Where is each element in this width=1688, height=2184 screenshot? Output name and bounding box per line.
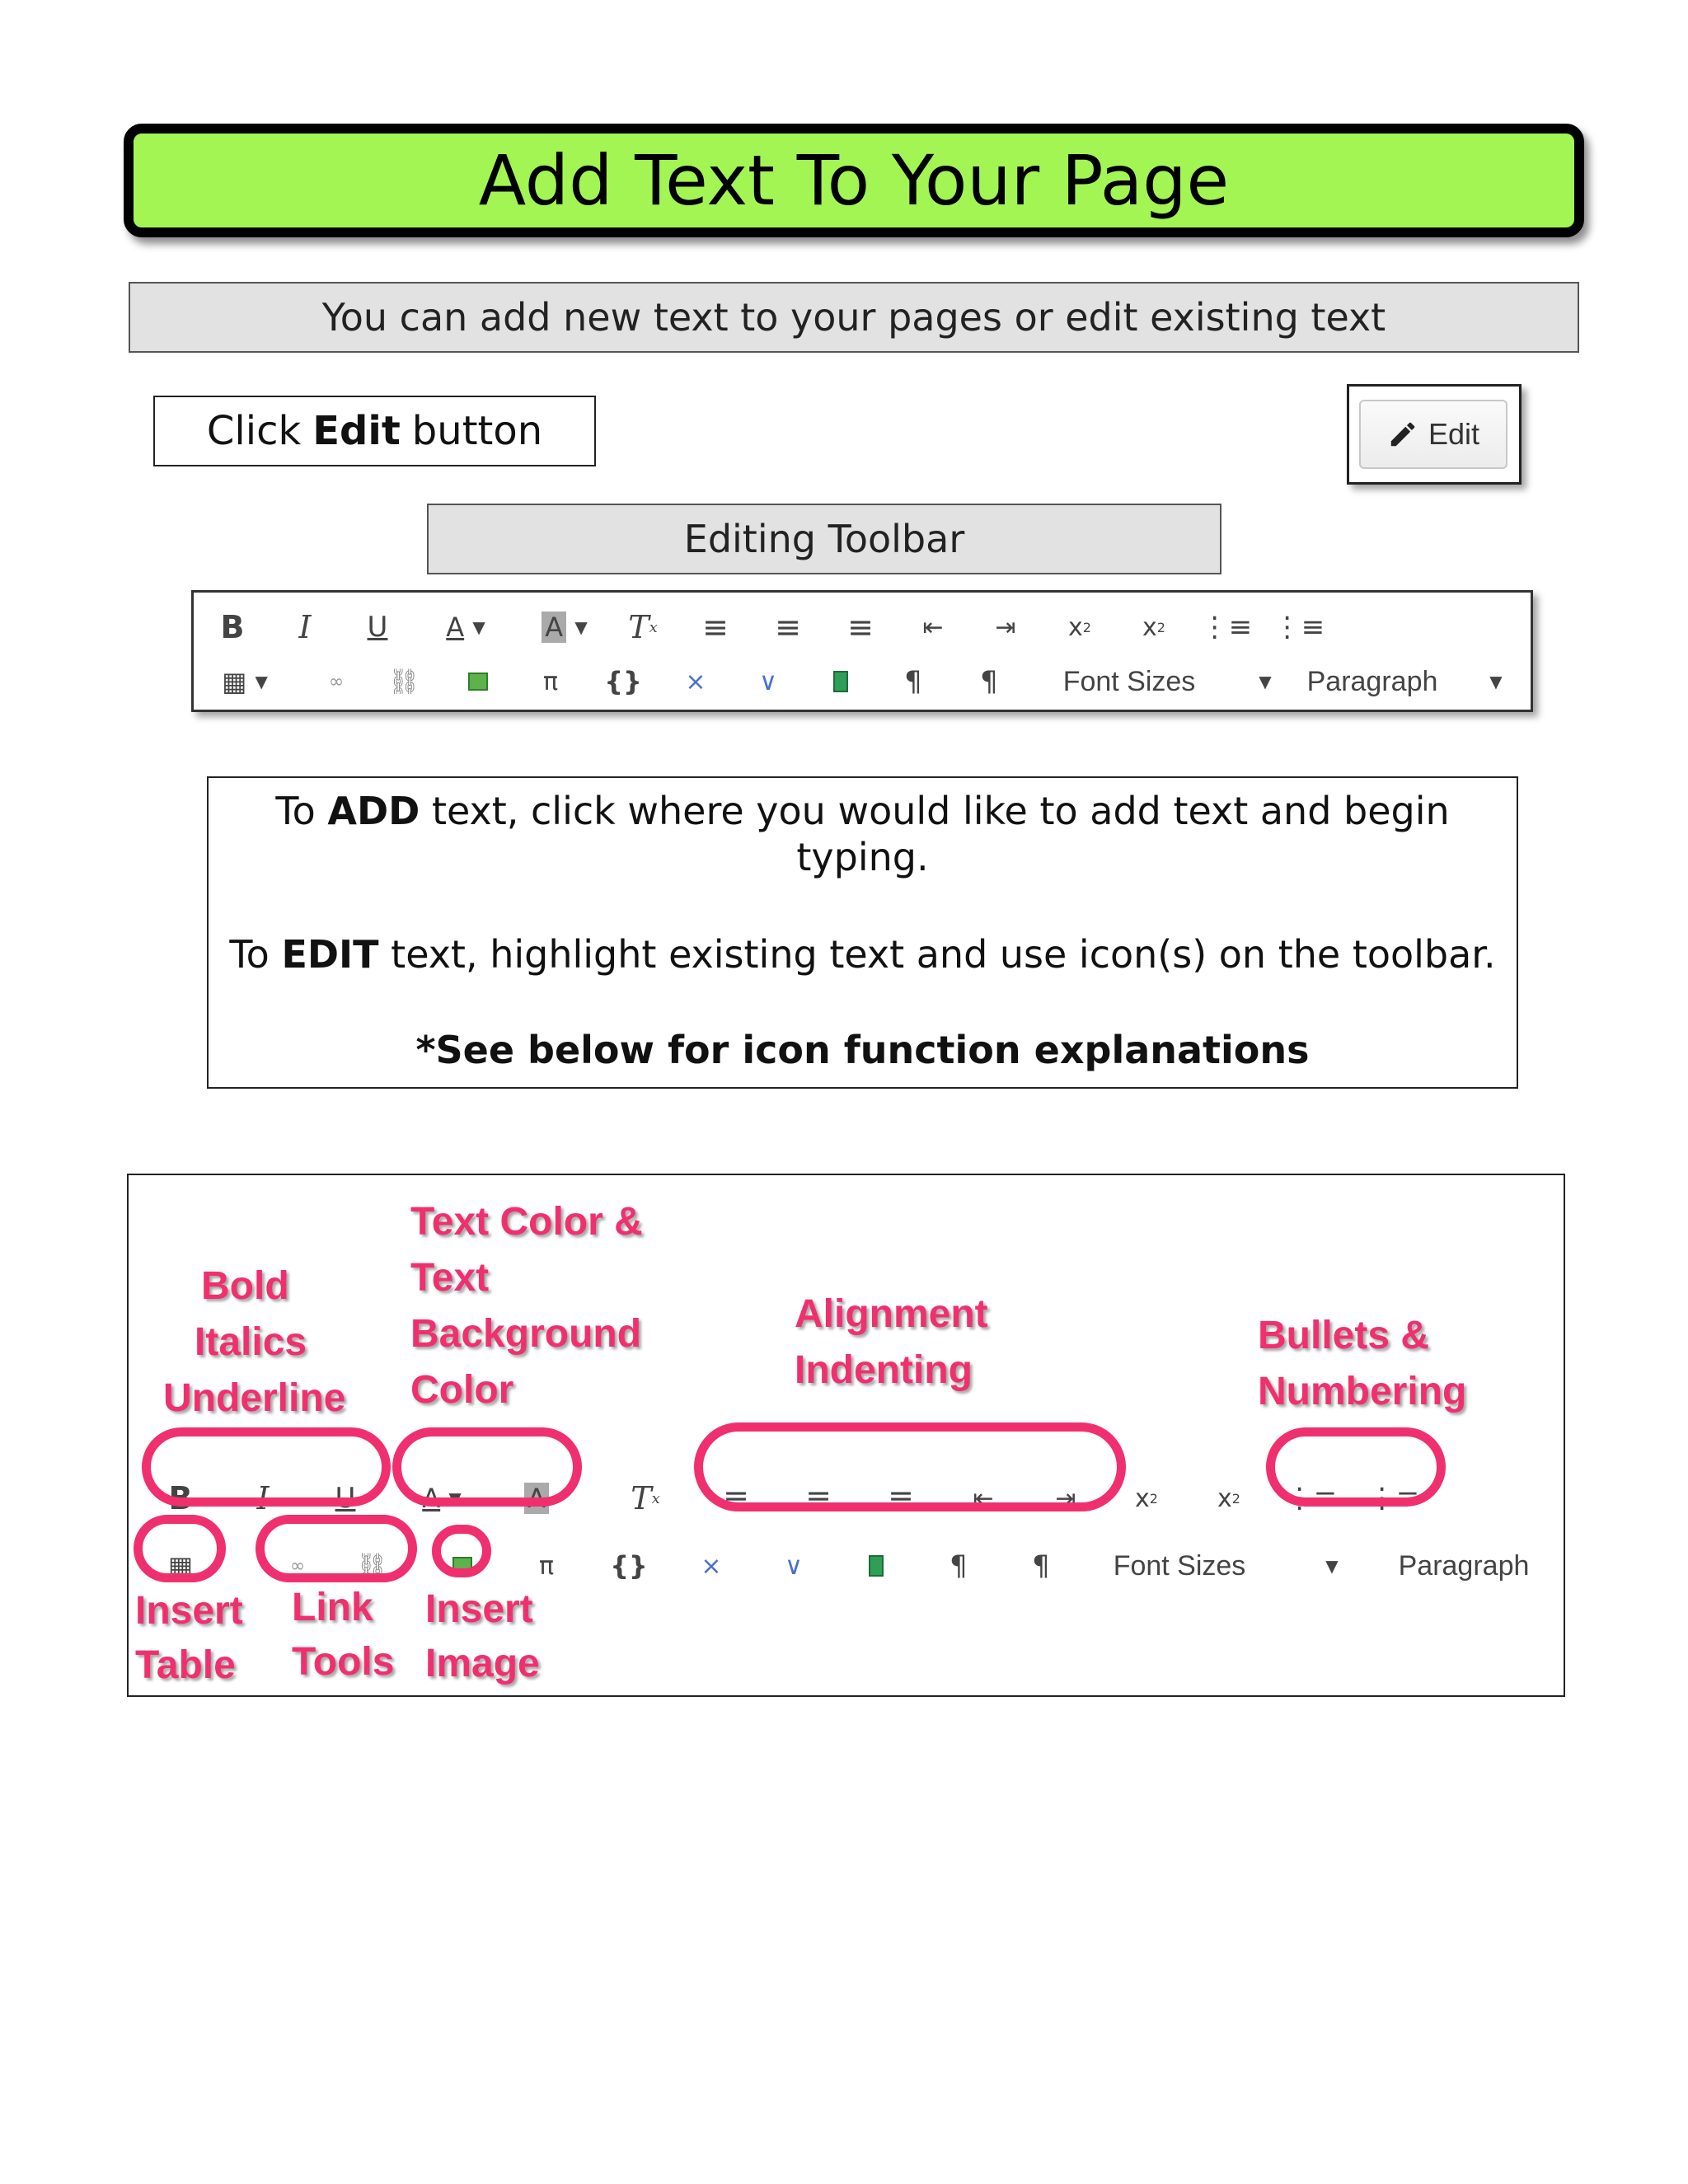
label-italics: Italics [195, 1320, 307, 1364]
rtl-paragraph-icon[interactable]: ¶ [980, 665, 998, 698]
ann-underline-icon: U [335, 1482, 356, 1515]
clear-formatting-icon[interactable]: T x [628, 609, 658, 645]
label-alignment: Alignment [795, 1292, 988, 1336]
background-color-icon[interactable]: A ▼ [532, 602, 598, 652]
paragraph-caret-icon[interactable]: ▼ [1489, 672, 1503, 691]
ann-text-color-icon: A ▼ [422, 1483, 462, 1514]
ann-bullet-list-icon: ⋮≡ [1285, 1482, 1338, 1515]
equation-icon[interactable]: ⨯ [685, 667, 706, 696]
title-banner [124, 124, 1584, 237]
ann-braces-icon: {} [610, 1550, 648, 1582]
label-bullets: Bullets & [1258, 1314, 1430, 1357]
underline-icon[interactable]: U [367, 611, 388, 644]
edit-pre: To [229, 932, 270, 977]
ann-indent-icon: ⇥ [1055, 1483, 1076, 1513]
ann-media-icon [856, 1541, 897, 1591]
ann-font-sizes-caret-icon: ▼ [1325, 1556, 1339, 1576]
click-edit-pre: Click [206, 408, 302, 454]
ann-align-left-icon: ≡ [723, 1480, 749, 1516]
unlink-icon[interactable]: ⛓ [387, 667, 420, 696]
bold-icon[interactable]: B [220, 609, 245, 645]
edit-button[interactable] [1359, 400, 1507, 469]
label-bold: Bold [201, 1264, 289, 1308]
ring-lists [1266, 1427, 1446, 1507]
add-bold: ADD [327, 789, 420, 833]
font-sizes-caret-icon[interactable]: ▼ [1259, 672, 1272, 691]
label-insert-image-1: Insert [425, 1587, 533, 1631]
ring-bold-italic-underline [142, 1427, 391, 1507]
ann-background-color-icon: A [516, 1474, 557, 1523]
ann-ltr-paragraph-icon: ¶ [950, 1549, 968, 1582]
click-edit-post: button [411, 408, 543, 454]
outdent-icon[interactable]: ⇤ [922, 612, 944, 642]
add-instruction [225, 788, 1500, 880]
editing-toolbar [191, 590, 1533, 712]
add-pre: To [275, 789, 316, 833]
ann-link-icon: ∞ [289, 1555, 306, 1577]
label-insert-table-1: Insert [135, 1589, 243, 1633]
ann-unlink-icon: ⛓ [355, 1551, 388, 1581]
ann-align-center-icon: ≡ [805, 1480, 832, 1516]
edit-button-label: Edit [1428, 417, 1480, 451]
click-edit-instruction [153, 396, 596, 466]
see-below-note: *See below for icon function explanations [415, 1028, 1310, 1072]
edit-instruction [225, 931, 1500, 977]
editing-toolbar-label-text: Editing Toolbar [683, 517, 965, 561]
label-link-1: Link [292, 1586, 373, 1629]
label-numbering: Numbering [1258, 1370, 1467, 1413]
ring-image [432, 1525, 491, 1577]
ann-table-icon: ▦ [167, 1550, 194, 1582]
label-text-color-3: Background [410, 1312, 642, 1356]
ann-paragraph: Paragraph [1398, 1549, 1530, 1582]
lti-tool-icon[interactable]: ∨ [759, 667, 777, 696]
pencil-icon [1387, 419, 1418, 450]
italic-icon[interactable]: I [298, 609, 312, 645]
text-color-icon[interactable]: A ▼ [446, 612, 485, 643]
label-link-2: Tools [292, 1640, 395, 1684]
table-icon[interactable]: ▦ ▼ [222, 666, 268, 697]
subtitle-box [129, 282, 1579, 353]
align-right-icon[interactable]: ≡ [847, 609, 874, 645]
media-icon[interactable] [820, 657, 861, 706]
annotated-toolbar [127, 1174, 1565, 1697]
braces-icon[interactable]: {} [604, 666, 642, 697]
label-underline: Underline [163, 1376, 346, 1420]
ann-numbered-list-icon: ⋮≡ [1367, 1482, 1420, 1515]
ann-align-right-icon: ≡ [888, 1480, 914, 1516]
ann-bold-icon: B [168, 1480, 193, 1516]
ring-table [134, 1515, 226, 1582]
numbered-list-icon[interactable]: ⋮≡ [1273, 611, 1325, 644]
label-text-color-2: Text [410, 1256, 490, 1300]
link-icon[interactable]: ∞ [328, 671, 345, 692]
subscript-icon[interactable]: x 2 [1142, 612, 1165, 642]
ann-pi-icon: π [538, 1551, 555, 1581]
ann-superscript-icon: x 2 [1135, 1483, 1158, 1513]
label-text-color-4: Color [410, 1368, 514, 1412]
image-icon[interactable] [457, 657, 499, 706]
font-sizes-select[interactable]: Font Sizes [1062, 665, 1196, 697]
ring-text-color [392, 1427, 582, 1507]
ann-clear-formatting-icon: T x [631, 1480, 660, 1516]
edit-post: text, highlight existing text and use icon(s) on the toolbar. [391, 932, 1496, 977]
ring-alignment [694, 1422, 1126, 1511]
ann-italic-icon: I [256, 1480, 270, 1516]
ann-subscript-icon: x 2 [1217, 1483, 1240, 1513]
label-insert-table-2: Table [135, 1643, 236, 1687]
editing-toolbar-label [427, 504, 1221, 574]
ltr-paragraph-icon[interactable]: ¶ [904, 665, 922, 698]
edit-bold: EDIT [281, 932, 379, 977]
ann-font-sizes: Font Sizes [1113, 1549, 1246, 1582]
ann-lti-tool-icon: ∨ [785, 1551, 803, 1581]
label-insert-image-2: Image [425, 1642, 540, 1685]
paragraph-select[interactable]: Paragraph [1306, 665, 1438, 697]
indent-icon[interactable]: ⇥ [995, 612, 1016, 642]
ann-equation-icon: ⨯ [701, 1551, 722, 1581]
label-text-color-1: Text Color & [410, 1200, 643, 1244]
edit-button-screenshot [1347, 384, 1522, 485]
ring-link [256, 1515, 417, 1582]
label-indenting: Indenting [795, 1348, 973, 1392]
instructions-box [207, 776, 1518, 1089]
align-left-icon[interactable]: ≡ [702, 609, 729, 645]
align-center-icon[interactable]: ≡ [775, 609, 801, 645]
add-post: text, click where you would like to add text and begin typing. [431, 789, 1450, 879]
bullet-list-icon[interactable]: ⋮≡ [1200, 611, 1253, 644]
ann-outdent-icon: ⇤ [973, 1483, 994, 1513]
page-title: Add Text To Your Page [478, 140, 1230, 221]
subtitle-text: You can add new text to your pages or edit existing text [321, 295, 1386, 340]
click-edit-bold: Edit [312, 408, 401, 454]
pi-icon[interactable]: π [542, 667, 559, 696]
superscript-icon[interactable]: x 2 [1068, 612, 1091, 642]
ann-rtl-paragraph-icon: ¶ [1032, 1549, 1050, 1582]
